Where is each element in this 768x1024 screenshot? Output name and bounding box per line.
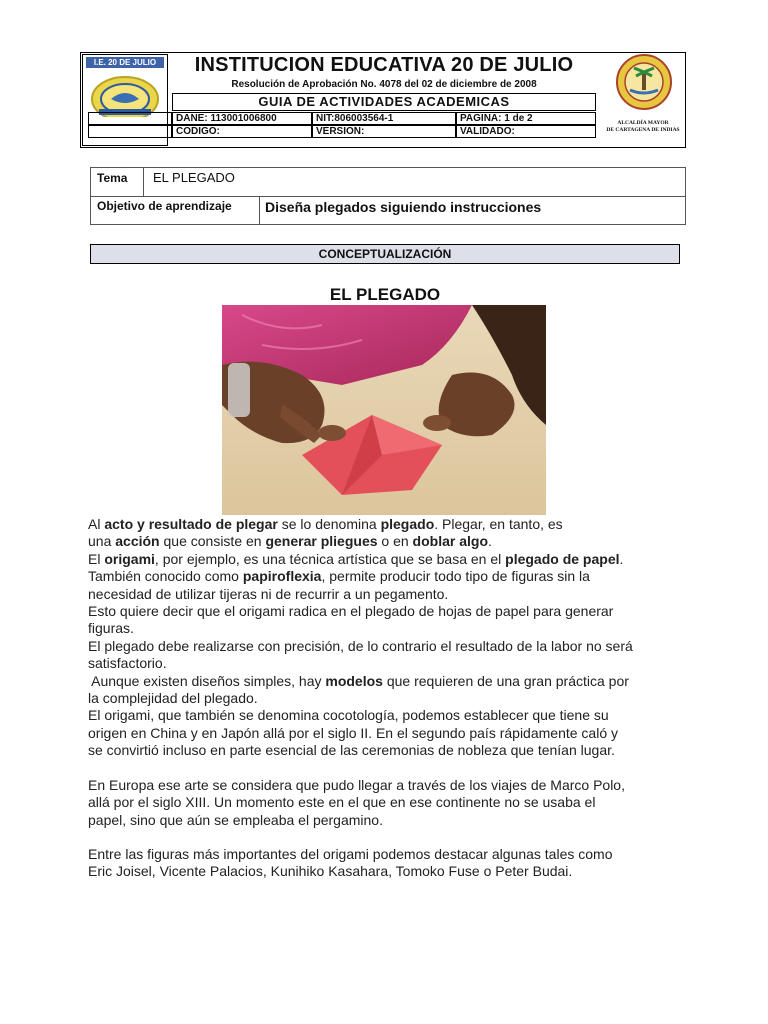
text-line: una acción que consiste en generar pliegues o en doblar algo. xyxy=(88,533,492,550)
origami-hands-illustration xyxy=(222,305,546,515)
origami-photo xyxy=(222,305,546,515)
text-line: origen en China y en Japón allá por el siglo II. En el segundo país rápidamente caló y xyxy=(88,724,619,741)
city-seal-icon xyxy=(616,54,672,110)
text-line: Eric Joisel, Vicente Palacios, Kunihiko Kasahara, Tomoko Fuse o Peter Budai. xyxy=(88,863,573,880)
objective-label-cell xyxy=(91,196,260,224)
text-line: Al acto y resultado de plegar se lo denomina plegado. Plegar, en tanto, es xyxy=(88,516,563,532)
institution-title: INSTITUCION EDUCATIVA 20 DE JULIO xyxy=(194,54,574,76)
nit-cell: NIT:806003564-1 xyxy=(312,112,456,125)
text-line: En Europa ese arte se considera que pudo llegar a través de los viajes de Marco Polo, xyxy=(88,776,625,793)
section-bar: CONCEPTUALIZACIÓN xyxy=(90,244,680,264)
school-logo-tag: I.E. 20 DE JULIO xyxy=(86,57,164,68)
topic-label: Tema xyxy=(97,171,128,185)
text-line: figuras. xyxy=(88,620,134,637)
text-line: También conocido como papiroflexia, permite producir todo tipo de figuras sin la xyxy=(88,568,590,585)
topic-label-cell xyxy=(91,168,144,196)
objective-value: Diseña plegados siguiendo instrucciones xyxy=(265,199,542,215)
objective-label: Objetivo de aprendizaje xyxy=(97,199,232,213)
topic-table xyxy=(90,167,686,225)
city-logo xyxy=(602,54,684,140)
text-line: Entre las figuras más importantes del origami podemos destacar algunas tales como xyxy=(88,845,613,862)
version-cell: VERSION: xyxy=(312,125,456,138)
text-line: El origami, que también se denomina cocotología, podemos establecer que tiene su xyxy=(88,707,609,724)
blank-cell-2 xyxy=(88,125,172,138)
text-line: El plegado debe realizarse con precisión, de lo contrario el resultado de la labor no será xyxy=(88,637,633,654)
blank-cell xyxy=(88,112,172,125)
text-line: Esto quiere decir que el origami radica en el plegado de hojas de papel para generar xyxy=(88,603,614,620)
text-line: satisfactorio. xyxy=(88,655,167,672)
school-seal-icon xyxy=(89,69,161,117)
codigo-cell: CODIGO: xyxy=(172,125,312,138)
text-line: Aunque existen diseños simples, hay modelos que requieren de una gran práctica por xyxy=(88,672,629,689)
dane-cell: DANE: 113001006800 xyxy=(172,112,312,125)
text-line: la complejidad del plegado. xyxy=(88,690,258,707)
validado-cell: VALIDADO: xyxy=(456,125,596,138)
text-line: se convirtió incluso en parte esencial de las ceremonias de nobleza que tenían lugar. xyxy=(88,742,615,759)
text-line: El origami, por ejemplo, es una técnica artística que se basa en el plegado de papel. xyxy=(88,550,624,567)
page-heading: EL PLEGADO xyxy=(329,285,441,304)
city-caption-1: ALCALDÍA MAYOR xyxy=(617,120,669,126)
article-body xyxy=(88,516,690,881)
resolution-text: Resolución de Aprobación No. 4078 del 02 de diciembre de 2008 xyxy=(231,79,537,90)
text-line: allá por el siglo XIII. Un momento este en el que en ese continente no se usaba el xyxy=(88,794,596,811)
text-line: papel, sino que aún se empleaba el pergamino. xyxy=(88,811,383,828)
topic-value: EL PLEGADO xyxy=(153,170,235,185)
pagina-cell: PAGINA: 1 de 2 xyxy=(456,112,596,125)
text-line: necesidad de utilizar tijeras ni de recurrir a un pegamento. xyxy=(88,585,449,602)
guide-title: GUIA DE ACTIVIDADES ACADEMICAS xyxy=(172,93,596,111)
city-caption-2: DE CARTAGENA DE INDIAS xyxy=(606,127,680,133)
